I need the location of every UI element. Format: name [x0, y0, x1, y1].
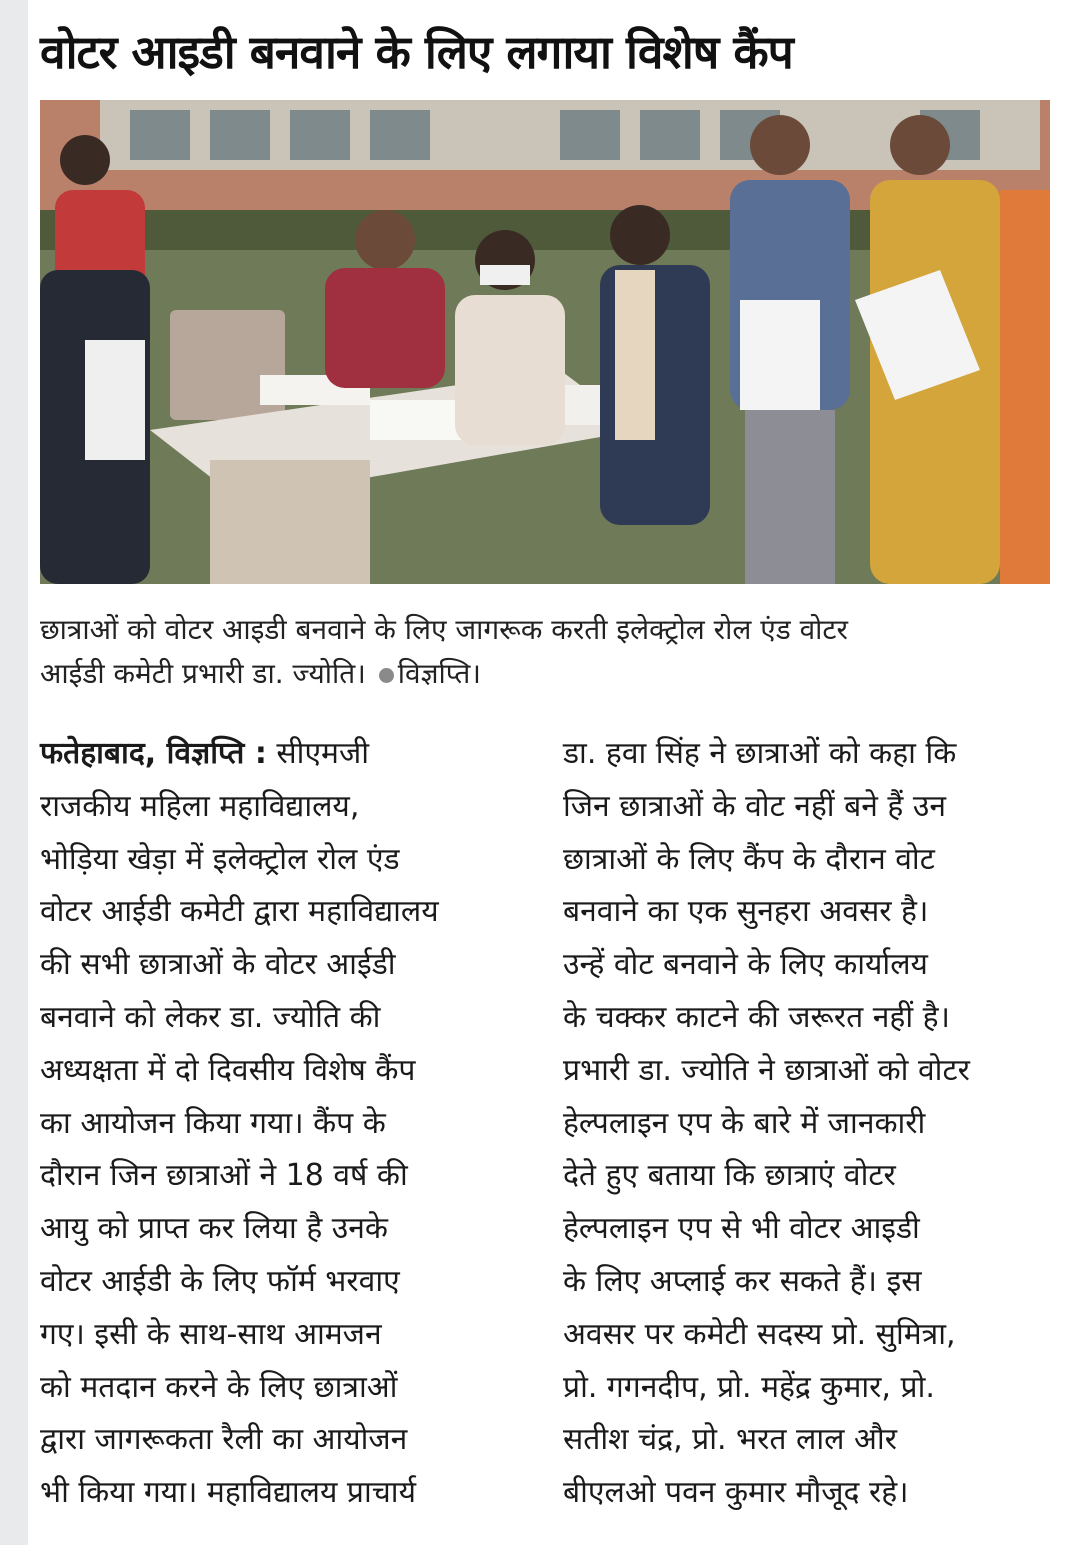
article-line: हेल्पलाइन एप के बारे में जानकारी	[563, 1105, 926, 1141]
article-line: आयु को प्राप्त कर लिया है उनके	[40, 1211, 388, 1247]
dateline: फतेहाबाद, विज्ञप्ति :	[40, 736, 267, 771]
photo-illustration	[40, 100, 1050, 584]
bullet-dot-icon	[379, 668, 394, 683]
article-line: जिन छात्राओं के वोट नहीं बने हैं उन	[563, 788, 946, 824]
article-column-left	[40, 728, 540, 1520]
article-line: प्रभारी डा. ज्योति ने छात्राओं को वोटर	[563, 1052, 970, 1088]
article-line: अध्यक्षता में दो दिवसीय विशेष कैंप	[40, 1052, 416, 1088]
article-line: सतीश चंद्र, प्रो. भरत लाल और	[563, 1422, 897, 1458]
article-line: की सभी छात्राओं के वोटर आईडी	[40, 947, 396, 983]
news-clipping	[40, 0, 1055, 1545]
article-line: को मतदान करने के लिए छात्राओं	[40, 1369, 398, 1405]
article-line: दौरान जिन छात्राओं ने 18 वर्ष की	[40, 1158, 408, 1194]
article-column-right	[563, 728, 1053, 1520]
article-line: अवसर पर कमेटी सदस्य प्रो. सुमित्रा,	[563, 1316, 956, 1352]
article-line: उन्हें वोट बनवाने के लिए कार्यालय	[563, 947, 928, 983]
article-line: छात्राओं के लिए कैंप के दौरान वोट	[563, 841, 935, 877]
news-photo	[40, 100, 1050, 584]
article-line: हेल्पलाइन एप से भी वोटर आइडी	[563, 1211, 920, 1247]
article-line: गए। इसी के साथ-साथ आमजन	[40, 1316, 382, 1352]
article-line: भोड़िया खेड़ा में इलेक्ट्रोल रोल एंड	[40, 841, 400, 877]
caption-credit: विज्ञप्ति।	[397, 657, 481, 690]
article-line: डा. हवा सिंह ने छात्राओं को कहा कि	[563, 736, 957, 771]
article-line: के चक्कर काटने की जरूरत नहीं है।	[563, 999, 950, 1035]
article-line: राजकीय महिला महाविद्यालय,	[40, 788, 360, 824]
article-line: का आयोजन किया गया। कैंप के	[40, 1105, 386, 1141]
article-line: के लिए अप्लाई कर सकते हैं। इस	[563, 1263, 922, 1299]
caption-line-2: आईडी कमेटी प्रभारी डा. ज्योति।	[40, 657, 366, 690]
article-line: वोटर आईडी के लिए फॉर्म भरवाए	[40, 1263, 400, 1299]
headline: वोटर आइडी बनवाने के लिए लगाया विशेष कैंप	[40, 25, 793, 79]
form-paper	[740, 300, 820, 410]
article-line: वोटर आईडी कमेटी द्वारा महाविद्यालय	[40, 894, 439, 930]
person-man-red-jacket	[325, 268, 445, 388]
article-line: प्रो. गगनदीप, प्रो. महेंद्र कुमार, प्रो.	[563, 1369, 935, 1405]
article-line: सीएमजी	[276, 736, 370, 771]
person-woman-mask	[455, 295, 565, 445]
article-first-line	[40, 728, 540, 781]
page-edge-strip	[0, 0, 28, 1545]
photo-caption	[40, 608, 1050, 696]
article-line: भी किया गया। महाविद्यालय प्राचार्य	[40, 1475, 416, 1511]
caption-line-1: छात्राओं को वोटर आइडी बनवाने के लिए जागरूक करती इलेक्ट्रोल रोल एंड वोटर	[40, 613, 848, 646]
article-line: द्वारा जागरूकता रैली का आयोजन	[40, 1422, 408, 1458]
article-line: बनवाने को लेकर डा. ज्योति की	[40, 999, 381, 1035]
article-line: बीएलओ पवन कुमार मौजूद रहे।	[563, 1475, 909, 1511]
article-line: देते हुए बताया कि छात्राएं वोटर	[563, 1158, 896, 1194]
article-line: बनवाने का एक सुनहरा अवसर है।	[563, 894, 929, 930]
